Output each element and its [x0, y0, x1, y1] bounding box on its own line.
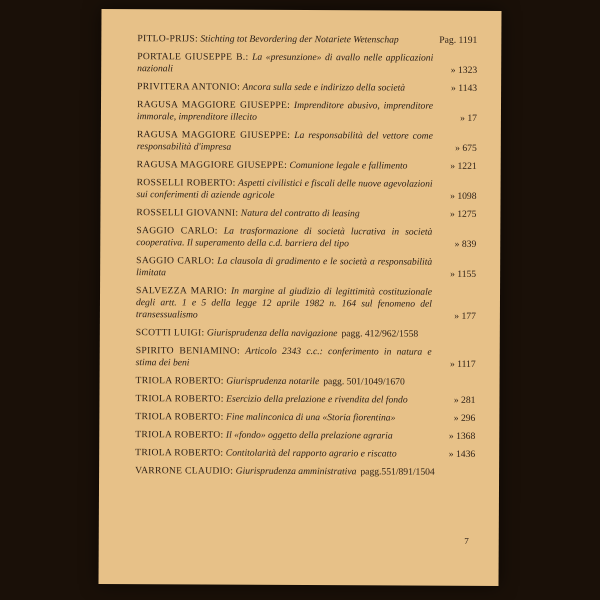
entry-title: Imprenditore abusivo, imprenditore immorale, imprenditore illecito: [136, 99, 434, 123]
entry-author: TRIOLA ROBERTO:: [135, 411, 224, 423]
index-entry: [135, 393, 475, 407]
entry-title: Articolo 2343 c.c.: conferimento in natura e stima dei beni: [135, 345, 432, 369]
entry-title: Il «fondo» oggetto della prelazione agraria: [225, 429, 393, 442]
entry-page-ref: » 1098: [450, 190, 477, 202]
book-page: [98, 9, 501, 586]
entry-title: Comunione legale e fallimento: [289, 159, 408, 172]
entry-author: SCOTTI LUIGI:: [135, 327, 205, 339]
entry-title: La responsabilità del vettore come responsabilità d'impresa: [136, 129, 433, 153]
entry-page-ref: » 1323: [450, 64, 478, 76]
entry-title: Giurisprudenza della navigazione: [206, 327, 338, 340]
entry-page-ref: Pag. 1191: [439, 34, 478, 46]
entry-title: Giurisprudenza notarile: [226, 375, 320, 388]
entry-page-ref: » 296: [453, 412, 476, 424]
entry-page-ref: » 281: [453, 394, 476, 406]
entry-author: TRIOLA ROBERTO:: [135, 429, 224, 441]
index-entry: [137, 177, 477, 203]
entry-page-ref: » 177: [454, 310, 476, 322]
entry-author: TRIOLA ROBERTO:: [135, 393, 224, 405]
entry-page-ref: » 839: [454, 238, 477, 250]
entry-page-ref: pagg. 412/962/1558: [341, 328, 419, 340]
page-number: 7: [464, 535, 469, 546]
index-entry: [137, 33, 477, 47]
index-entry: [137, 51, 477, 77]
entry-author: SAGGIO CARLO:: [136, 255, 215, 267]
entry-page-ref: » 1117: [449, 358, 476, 370]
entry-author: SALVEZZA MARIO:: [136, 285, 228, 297]
entry-author: RAGUSA MAGGIORE GIUSEPPE:: [136, 129, 291, 141]
entry-page-ref: » 1275: [450, 208, 477, 220]
index-entry: [135, 447, 475, 461]
index-entry: [136, 327, 476, 341]
entry-title: La clausola di gradimento e le società a responsabilità limitata: [136, 255, 433, 279]
entry-author: RAGUSA MAGGIORE GIUSEPPE:: [136, 159, 288, 171]
entry-author: SAGGIO CARLO:: [136, 225, 218, 237]
entry-title: Ancora sulla sede e indirizzo della società: [242, 81, 406, 94]
entry-page-ref: » 1221: [450, 160, 477, 172]
index-entry: [137, 99, 477, 125]
entry-author: RAGUSA MAGGIORE GIUSEPPE:: [136, 99, 291, 111]
index-entry: [137, 81, 477, 95]
entry-page-ref: » 1143: [451, 82, 478, 94]
entry-author: PORTALE GIUSEPPE B.:: [137, 51, 249, 63]
entry-author: VARRONE CLAUDIO:: [135, 465, 234, 477]
entry-title: In margine al giudizio di legittimità costituzionale degli artt. 1 e 5 della legge 12 aprile 1982 n. 164 sul fenomeno del transessualismo: [135, 285, 433, 321]
entry-page-ref: » 1436: [448, 448, 476, 460]
entry-title: Esercizio della prelazione e rivendita del fondo: [226, 393, 408, 406]
entry-author: SPIRITO BENIAMINO:: [135, 345, 241, 357]
entry-title: Stichting tot Bevordering der Notariete Wetenschap: [200, 33, 399, 46]
index-entry: [136, 207, 476, 221]
entry-title: La «presunzione» di avallo nelle applicazioni nazionali: [137, 51, 434, 75]
entry-title: Contitolarità del rapporto agrario e riscatto: [225, 447, 397, 460]
entry-title: Aspetti civilistici e fiscali delle nuove agevolazioni sui conferimenti di aziende agricole: [136, 177, 433, 201]
index-entry: [136, 225, 476, 251]
entry-author: TRIOLA ROBERTO:: [135, 375, 224, 387]
entry-page-ref: » 17: [460, 112, 477, 124]
entry-title: Giurisprudenza amministrativa: [235, 465, 357, 478]
entry-page-ref: » 675: [455, 142, 477, 154]
index-of-authors: [135, 33, 477, 485]
index-entry: [135, 465, 475, 479]
entry-author: PRIVITERA ANTONIO:: [137, 81, 241, 93]
index-entry: [135, 429, 475, 443]
entry-author: ROSSELLI GIOVANNI:: [136, 207, 239, 219]
index-entry: [136, 375, 476, 389]
index-entry: [136, 285, 476, 323]
entry-title: La trasformazione di società lucrativa in società cooperativa. Il superamento della c.d. barriera del tipo: [136, 225, 433, 250]
entry-page-ref: pagg.551/891/1504: [360, 466, 435, 478]
entry-author: ROSSELLI ROBERTO:: [136, 177, 236, 189]
entry-title: Natura del contratto di leasing: [240, 207, 360, 220]
index-entry: [136, 255, 476, 281]
entry-author: PITLO-PRIJS:: [137, 33, 199, 45]
entry-page-ref: pagg. 501/1049/1670: [323, 376, 405, 388]
index-entry: [137, 159, 477, 173]
index-entry: [137, 129, 477, 155]
index-entry: [136, 345, 476, 371]
entry-title: Fine malinconica di una «Storia fiorentina»: [225, 411, 396, 424]
entry-author: TRIOLA ROBERTO:: [135, 447, 224, 459]
entry-page-ref: » 1368: [448, 430, 476, 442]
entry-page-ref: » 1155: [450, 268, 477, 280]
index-entry: [135, 411, 475, 425]
